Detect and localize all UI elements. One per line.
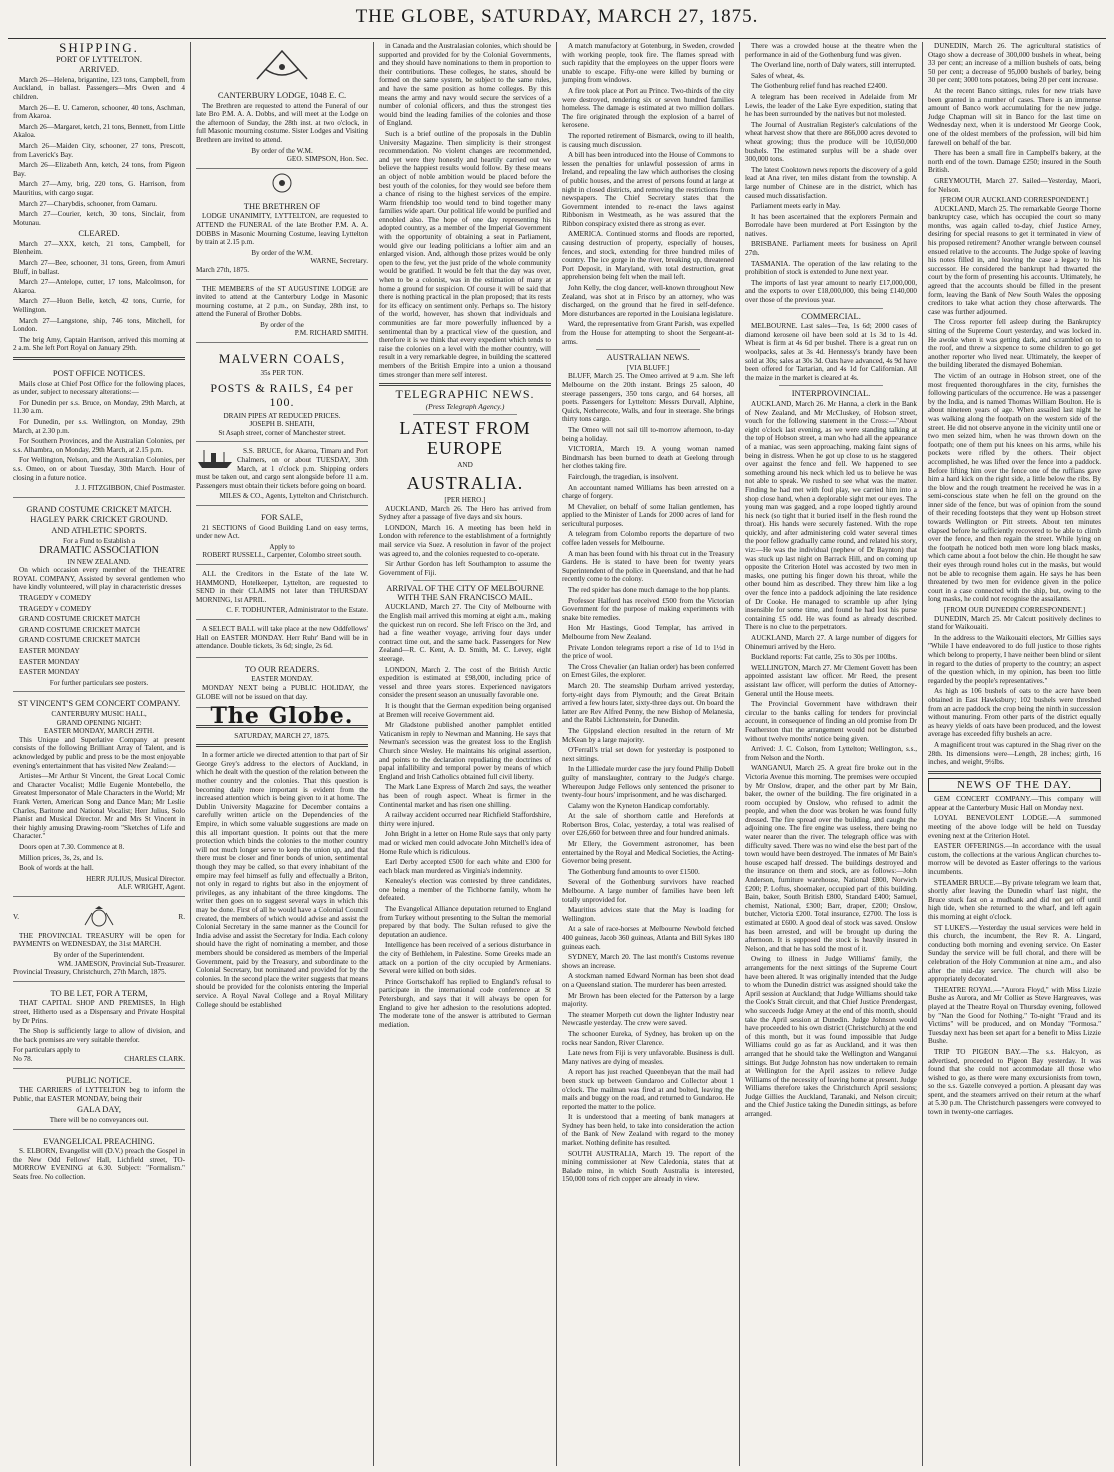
hammond-ad	[196, 567, 368, 620]
latest-from-europe: LATEST FROM EUROPE	[399, 418, 531, 459]
paragraph: SOUTH AUSTRALIA, March 19. The report of the mining commissioner at New Caledonia, states that at Balade mine, in which South Australia is interested, 150,000 tons of rich copper are already in view.	[562, 1149, 734, 1184]
post-title: POST OFFICE NOTICES.	[52, 368, 146, 378]
paragraph: BRISBANE. Parliament meets for business on April 27th.	[745, 240, 917, 258]
dramatic-heading: DRAMATIC ASSOCIATION	[39, 545, 159, 557]
paragraph: The Cross Chevalier (an Italian order) has been conferred on Ernest Giles, the explorer.	[562, 662, 734, 680]
paragraph: In a former article we directed attention to that part of Sir George Grey's address to the electors of Auckland, in which he dealt with the question of the relation between the mother country and the colonies. That this question is becoming daily more important is evident from the increased attention which is being given to it at home. The Dublin University Magazine for December contains a carefully written article on the Dependencies of the Empire, in which some valuable suggestions are made on this all important question. It points out that the mere protection which binds the colonies to the mother country will not much longer serve to keep the union up, and that there must be closer and finer bonds of union, sentimental though they may be called, so that every inhabitant of the empire may feel himself as fully and effectually a Briton, not only in regard to rights but also in the enjoyment of privileges, as any inhabitant of the three kingdoms. The writer then goes on to suggest several ways in which this may be done. First of all he would have a Colonial Council created, the members of which would advise and assist the Colonial Secretary in the same manner as the Council for India advise and assist the Secretary for India. Each colony should have the right of nominating a member, and those members should be considered as members of the Imperial Government, paid by the Treasury, and subordinate to the Colonial Secretary, but nominated and provided for by the colonies. In the second place the writer suggests that means should be provided for the colonists entering the Imperial service. A Royal Naval College and a Royal Military College should be established	[196, 751, 368, 1009]
paragraph: At the sale of shorthorn cattle and Herefords at Robertson Bros, Colac, yesterday, a total was realised of over £26,660 for between three and four hundred animals.	[562, 812, 734, 838]
paragraph: Ward, the representative from Grant Parish, was expelled from the House for attempting to shoot the Sergeant-at-arms.	[562, 320, 734, 346]
post-sign: J. J. FITZGIBBON, Chief Postmaster.	[75, 484, 185, 493]
paragraph: GREYMOUTH, March 27. Sailed—Yesterday, Maori, for Nelson.	[928, 176, 1101, 194]
paragraph: The reported retirement of Bismarck, owing to ill health, is causing much discussion.	[562, 131, 734, 149]
bruce-ad	[196, 444, 368, 506]
canterbury-lodge-ad	[196, 86, 368, 169]
paragraph: ST LUKE'S.—Yesterday the usual services were held in this church, the incumbent, the Rev R. A. Lingard, conducting both morning and evening service. On Easter Sunday the service will be full choral, and there will be celebration of the Holy Communion at nine a.m., and also after the mid-day service. The church will also be appropriately decorated.	[928, 923, 1101, 984]
paragraph: In the address to the Waikouaiti electors, Mr Gillies says "While I have endeavored to do full justice to those rights which belong to property, I have neither been blind or silent in regard to the duties of property to the country; an aspect of the question which, in my opinion, has been too little regarded by the people's representatives."	[928, 633, 1101, 685]
globe-nameplate: The Globe.	[210, 703, 354, 730]
paragraph: GRAND COSTUME CRICKET MATCH	[19, 636, 141, 645]
paragraph: For Wellington, Nelson, and the Australian Colonies, per s.s. Omeo, on or about Tuesday, 30th March. Hour of closing in a future notice.	[13, 456, 185, 482]
via-bluff: [VIA BLUFF.]	[626, 363, 670, 372]
paragraph: March 26—Maiden City, schooner, 27 tons, Prescott, from Laverick's Bay.	[13, 141, 185, 159]
paragraph: March 26—E. U. Cameron, schooner, 40 tons, Aschman, from Akaroa.	[13, 103, 185, 121]
paragraph: March 26—Elizabeth Ann, ketch, 24 tons, from Pigeon Bay.	[13, 161, 185, 178]
paragraph: This Unique and Superlative Company at present consists of the following Brilliant Array of Talent, and is acknowledged by public and press to be the most enjoyable evening's entertainment that has visited New Zealand:—	[13, 735, 185, 770]
paragraph: GRAND COSTUME CRICKET MATCH	[19, 625, 141, 634]
paragraph: EASTER MONDAY	[19, 647, 80, 656]
paragraph: There has been a small fire in Campbell's bakery, at the north end of the town. Damage £250; insured in the South British.	[928, 149, 1101, 175]
paragraph: At the recent Banco sittings, rules for new trials have been granted in a number of cases. There is an immense amount of Banco work accumulating for the new judge. Judge Chapman will sit in Banco for the last time on Wednesday next, when it is understood Mr George Cook, one of the oldest members of the profession, will bid him farewell on behalf of the bar.	[928, 86, 1101, 147]
paragraph: The Evangelical Alliance deputation returned to England from Turkey without presenting to the Sultan the memorial prepared by that body. The Sultan refused to give the deputation an audience.	[379, 905, 551, 939]
paragraph: March 27—XXX, ketch, 21 tons, Campbell, for Blenheim.	[13, 239, 185, 257]
let-apply: For particulars apply to	[13, 1046, 81, 1055]
paragraph: LOYAL BENEVOLENT LODGE.—A summoned meeting of the above lodge will be held on Tuesday evening next at the Criterion Hotel.	[928, 814, 1101, 840]
paragraph: A stockman named Edward Norman has been shot dead on a Queensland station. The murderer has been arrested.	[562, 972, 734, 989]
lodge-title: CANTERBURY LODGE, 1048 E. C.	[217, 90, 347, 100]
unan-order: By order of the W.M.	[251, 248, 313, 257]
aug-order: By order of the	[260, 320, 304, 329]
vincent-grand: GRAND OPENING NIGHT:	[56, 718, 142, 727]
australian-news-title: AUSTRALIAN NEWS.	[606, 352, 690, 363]
column-1	[8, 42, 191, 1466]
paragraph: Earl Derby accepted £500 for each white and £300 for each black man murdered as Virginia's indemnity.	[379, 858, 551, 875]
unan-sign: WARNE, Secretary.	[310, 257, 368, 266]
paragraph: Mauritius advices state that the May is loading for Wellington.	[562, 906, 734, 923]
drain-pipes: DRAIN PIPES AT REDUCED PRICES.	[223, 411, 341, 420]
paragraph: Owing to illness in Judge Williams' family, the arrangements for the next sittings of the Supreme Court have been altered. It was originally intended that the Judge to whom the Dunedin district was assigned should take the April session at Auckland; that Judge Williams should take the Cook's Strait circuit, and that Chief Justice Prendergast, who succeeds Judge Arney at the end of this month, should take the April session at Dunedin. Judge Johnson would have proceeded to his own district (Christchurch) at the end of this month, but it was found impossible that Judge Williams could go as far as Auckland, and it was then arranged that he should take the Wellington and Wanganui sittings. But Judge Johnston has now undertaken to remain at Wellington for the April assizes to relieve Judge Williams of the necessity of leaving home at present. Judge Williams therefore takes the Christchurch April sessions; Judge Gillies the Auckland, Taranaki, and Nelson circuit; and the Chief Justice taking the Dunedin sittings, as before arranged.	[745, 955, 917, 1119]
paragraph: At a sale of race-horses at Melbourne Newbold fetched 400 guineas, Jacob 360 guineas, Atlanta and Bill Sykes 180 guineas each.	[562, 925, 734, 951]
paragraph: Prince Gortschakoff has replied to England's refusal to participate in the international code conference at St Petersburgh, and says that it will always be open for England to give her adhesion to the resolutions adopted. The moderate tone of the answer is attributed to German mediation.	[379, 977, 551, 1029]
paragraph: AUCKLAND, March 26. Mr Hanna, a clerk in the Bank of New Zealand, and Mr McCluskey, of Hobson street, vouch for the following statement in the Cross:—"About eight o'clock last evening, as we were standing talking at the top of Hobson street, a man who had all the appearance of a maniac, was seen approaching, making faint signs of being in distress. When he got up close to us he staggered over against the fence and fell. We happened to see something around his neck which led us to believe he was not able to speak. We rushed to see what was the matter. Finding he had met with foul play, we carried him into a shop close hand, when a deplorable sight met our eyes. The young man was gagged, and a rope looped tightly around his neck (so tight that it buried itself in the flesh round the throat). His hands were securely fastened. With the rope quickly, and after administering cold water several times the poor fellow gradually came round, and related his story, viz:—He was the individual (nephew of Dr Baynton) that was stuck up last night on Barrack Hill, and on coming up opposite the Criterion Hotel was accosted by two men in masks, one putting his finger down his throat, while the other bound him as described. They threw him like a log over the fence into a paddock adjoining the late residence of Dr Cooke. He managed to scramble up after lying insensible for some time, and found he had lost his purse containing £5 odd. He was found as already described. There is no clue to the perpetrators.	[745, 399, 917, 632]
treasury-order: By order of the Superintendent.	[53, 951, 145, 960]
vincent-sign-2: ALF. WRIGHT, Agent.	[117, 883, 185, 892]
cricket-ad	[13, 500, 185, 693]
paragraph: EASTER OFFERINGS.—In accordance with the usual custom, the collections at the various Anglican churches to-morrow will be devoted as Easter offerings to the various incumbents.	[928, 842, 1101, 877]
unanimity-lodge-ad	[196, 197, 368, 280]
coals-price: 35s PER TON.	[260, 369, 304, 378]
paragraph: The red spider has done much damage to the hop plants.	[568, 586, 730, 595]
port-title: PORT OF LYTTELTON.	[55, 53, 143, 64]
paragraph: LONDON, March 16. A meeting has been held in London with reference to the establishment of a fortnightly mail service via Suez. A resolution in favor of the project was agreed to, and the colonies requested to co-operate.	[379, 523, 551, 558]
and-word: AND	[457, 461, 473, 470]
paragraph: A telegram from Colombo reports the departure of two coffee laden vessels for Melbourne.	[562, 530, 734, 548]
unan-head: THE BRETHREN OF	[243, 200, 321, 211]
bruce-sign: MILES & CO., Agents, Lyttelton and Christchurch.	[219, 492, 368, 501]
vincent-hall: CANTERBURY MUSIC HALL,	[51, 710, 147, 718]
auckland-correspondent: [FROM OUR AUCKLAND CORRESPONDENT.]	[940, 196, 1089, 205]
col5-items	[745, 42, 917, 305]
hammond-sign: C. F. TODHUNTER, Administrator to the Estate.	[226, 606, 368, 615]
paragraph: A match manufactory at Gotenburg, in Sweden, crowded with working people, took fire. The flames spread with such rapidity that the employees on the upper floors were unable to escape. Fifty-one were killed by burning or jumping from windows.	[562, 42, 734, 85]
paragraph: TRAGEDY v COMEDY	[19, 594, 92, 603]
paragraph: O'Ferrall's trial set down for yesterday is postponed to next sittings.	[562, 746, 734, 763]
news-of-the-day-items	[928, 795, 1101, 1116]
treasury-place: Provincial Treasury, Christchurch, 27th March, 1875.	[13, 968, 167, 977]
ball-body: A SELECT BALL will take place at the new Oddfellows' Hall on EASTER MONDAY. Herr Ruhr' Band will be in attendance. Double tickets, 3s 6d; single, 2s 6d.	[196, 624, 368, 651]
readers-sub: EASTER MONDAY.	[251, 675, 313, 684]
paragraph: TRAGEDY v COMEDY	[19, 604, 92, 613]
paragraph: An accountant named Williams has been arrested on a charge of forgery.	[562, 483, 734, 501]
paragraph: GEM CONCERT COMPANY.—This company will appear at the Canterbury Music Hall on Monday next.	[928, 795, 1101, 812]
paragraph: In the Lilliedale murder case the jury found Philip Dobell guilty of manslaughter, contrary to the Judge's charge. Whereupon Judge Fellows only sentenced the prisoner to twenty-four hours' imprisonment, and he was discharged.	[562, 765, 734, 800]
sale-apply: Apply to	[269, 542, 295, 551]
to-let-ad	[13, 984, 185, 1069]
paragraph: DUNEDIN, March 25. Mr Calcutt positively declines to stand for Waikouaiti.	[928, 614, 1101, 632]
aug-sign: P.M. RICHARD SMITH.	[294, 329, 368, 338]
paragraph: March 27—Amy, brig, 220 tons, G. Harrison, from Mauritius, with cargo sugar.	[13, 180, 185, 197]
treasury-sign: WM. JAMESON, Provincial Sub-Treasurer.	[57, 959, 185, 968]
paragraph: March 27—Huon Belle, ketch, 42 tons, Currie, for Wellington.	[13, 297, 185, 315]
readers-title: TO OUR READERS.	[244, 663, 320, 674]
readers-body: MONDAY NEXT being a PUBLIC HOLIDAY, the GLOBE will not be issued on that day.	[196, 683, 368, 701]
let-body-2: The Shop is sufficiently large to allow of division, and the back premises are very suitable therefor.	[13, 1027, 185, 1044]
paragraph: TASMANIA. The operation of the law relating to the prohibition of stock is extended to June next year.	[745, 259, 917, 277]
paragraph: The Cross reporter fell asleep during the Bankruptcy sitting of the Supreme Court yesterday, and was locked in. He awoke when it was getting dark, and scrambled on to the roof, and threw a sixpence to some children to go get another reporter who lived near. Ultimately, the keeper of the building liberated the dismayed Bohemian.	[928, 318, 1101, 370]
paragraph: THEATRE ROYAL.—"Aurora Floyd," with Miss Lizzie Bushe as Aurora, and Mr Collier as Steve Hargreaves, was played at the Theatre Royal on Thursday evening, followed by "Nan the Good for Nothing." To-night "Fraud and its Victims" will be produced, and on Monday "Formosa." Tuesday next has been set apart for a benefit to Miss Lizzie Bushe.	[928, 985, 1101, 1046]
leader-continued	[379, 42, 551, 379]
divider	[413, 580, 516, 581]
paragraph: Sales of wheat, 4s.	[751, 71, 805, 80]
sheath-addr: St Asaph street, corner of Manchester street.	[218, 428, 346, 437]
let-no: No 78.	[13, 1055, 33, 1063]
public-title: PUBLIC NOTICE.	[66, 1074, 132, 1085]
unan-date: March 27th, 1875.	[196, 265, 250, 274]
treasury-ad	[13, 899, 185, 982]
paragraph: The victim of an outrage in Hobson street, one of the most frequented thoroughfares in the city, furnishes the following particulars of the occurrence. He was a passenger by the India, and is named Thomas William Boulton. He is about nineteen years of age. When assailed last night he was walking along the footpath on the western side of the street. He did not observe anyone in the vicinity until one or two men seized him, when he was thrown down on the footpath; one of them put his knees on his arms, while his pockets were rifled by the others. Their object accomplished, he was lifted over the fence into a paddock. Before lifting him over the fence one of the ruffians gave him a hard kick on the right side, a little below the ribs. By the blow and the rough treatment he received he was in a semi-conscious state when he fell on the ground on the inner side of the fence, but was of opinion from the sound of their receding footsteps that they went up Hobson street towards Wellington or Pitt streets. About ten minutes elapsed before he sufficiently recovered to be able to climb over the fence, and then regain the street. While lying on the footpath he noticed both men wore long black masks, which came about a foot below the chin. He thought he saw their eyes through round holes cut in the masks, but would not be able to recognise them again. He says he has been threatened by two men for evidence given in the police court in a case connected with the ship, but, owing to the long masks, he could not recognise the assailants.	[928, 371, 1101, 604]
paragraph: As high as 106 bushels of oats to the acre have been obtained in East Hawksbury; 102 bushels were threshed from an acre paddock the crop being the ninth in succession without manuring. From other parts of the district equally as heavy yields of oats have been produced, and the lowest average has exceeded fifty bushels an acre.	[928, 687, 1101, 739]
cricket-heading-4: For a Fund to Establish a	[62, 536, 136, 545]
lodge-sign: GEO. SIMPSON, Hon. Sec.	[286, 155, 368, 164]
paragraph: AUCKLAND, March 26. The Hero has arrived from Sydney after a passage of five days and six hours.	[379, 504, 551, 522]
sale-body: 21 SECTIONS of Good Building Land on easy terms, under new Act.	[196, 523, 368, 541]
paragraph: Private London telegrams report a rise of 1d to 1½d in the price of wool.	[562, 643, 734, 661]
paragraph: For Dunedin, per s.s. Wellington, on Monday, 29th March, at 2.30 p.m.	[13, 417, 185, 435]
paragraph: GRAND COSTUME CRICKET MATCH	[19, 615, 141, 624]
paragraph: March 27—Langstone, ship, 746 tons, Mitchell, for London.	[13, 316, 185, 334]
paragraph: Calamy won the Kyneton Handicap comfortably.	[568, 801, 710, 810]
paragraph: M Chevalier, on behalf of some Italian gentlemen, has applied to the Minister of Lands for 2000 acres of land for sericultural purposes.	[562, 502, 734, 528]
paragraph: AMERICA. Continued storms and floods are reported, causing destruction of property, especially of houses, fences, and stock, extending for three hundred miles of country. The ice gorge in the river, breaking up, threatened Port Deposit, in Maryland, with total destruction, great apprehension being felt when the mail left.	[562, 230, 734, 282]
commercial-title: COMMERCIAL.	[801, 310, 861, 321]
vr-left: V.	[13, 912, 20, 921]
ball-ad	[196, 622, 368, 658]
divider	[779, 308, 882, 309]
paragraph: EASTER MONDAY	[19, 668, 80, 677]
paragraph: Parliament meets early in May.	[751, 202, 841, 211]
divider	[379, 383, 551, 386]
paragraph: WANGANUI, March 25. A great fire broke out in the Victoria Avenue this morning. The premises were occupied by Mr Onslow, draper, and the other part by Mr Bain, baker, the owner of the building. The fire originated in a room occupied by Onslow, who refused to admit the people, and when the door was broken he was found fully dressed. The fire spread over the building, and caught the adjoining one. The fire engine was useless, there being no water nearer than the river. The telegraph office was with difficulty saved. There was no wind else the best part of the town would have been destroyed. The inmates of Mr Bain's house escaped half dressed. The buildings destroyed and the insurance on them and stock, are as follows:—John Anderson, furniture warehouse, National £800, Norwich £200; P. Loftus, shoemaker, occupied part of this building. Bain, baker, South British £800, Standard £400; Samuel, chemist, National, £300; Barr, draper, £200; Onslow, butcher, Victoria £200. Total insurance, £2700. The loss is estimated at £600. A good deal of stock was saved. Onslow has been arrested, and will be brought up during the afternoon. It is supposed the stock is heavily insured in Nelson, and that he has sold the most of it.	[745, 764, 917, 953]
masthead-rule	[8, 38, 1106, 39]
public-end: There will be no conveyances out.	[49, 1115, 149, 1124]
paragraph: Hon Mr Hastings, Good Templar, has arrived in Melbourne from New Zealand.	[562, 624, 734, 641]
column-2	[191, 42, 374, 1466]
paragraph: A report has just reached Queenbeyan that the mail had been stuck up between Gundaroo and Collector about 1 o'clock. The mailman was fired at and bolted, leaving the mails and buggy on the road, and returned to Gundaroo. He reported the matter to the police.	[562, 1068, 734, 1111]
paragraph: For Southern Provinces, and the Australian Colonies, per s.s. Alhambra, on Monday, 29th March, at 2.15 p.m.	[13, 437, 185, 454]
brig-note: The brig Amy, Captain Harrison, arrived this morning at 2 a.m. She left Port Royal on January 29th.	[13, 335, 185, 353]
dunedin-correspondent: [FROM OUR DUNEDIN CORRESPONDENT.]	[943, 606, 1086, 614]
per-hero: [PER HERO.]	[444, 495, 486, 504]
paragraph: Arrived: J. C. Colson, from Lyttelton; Wellington, s.s., from Nelson and the North.	[745, 745, 917, 762]
paragraph: Sir Arthur Gordon has left Southampton to assume the Government of Fiji.	[379, 560, 551, 577]
coals-title: MALVERN COALS,	[218, 351, 346, 367]
paragraph: It has been ascertained that the explorers Permain and Borrodale have been murdered at Port Essington by the natives.	[745, 212, 917, 238]
evang-title: EVANGELICAL PREACHING.	[43, 1135, 155, 1146]
paragraph: Mr Ellery, the Government astronomer, has been entertained by the Royal and Medical Societies, the Acting-Governor being present.	[562, 840, 734, 866]
sheath-ad	[196, 345, 368, 442]
masonic-emblem-icon	[247, 45, 317, 83]
arrival-title: ARRIVAL OF THE CITY OF MELBOURNE WITH THE SAN FRANCISCO MAIL.	[386, 583, 544, 602]
interprovincial-title: INTERPROVINCIAL.	[791, 388, 871, 399]
paragraph: It is understood that a meeting of bank managers at Sydney has been held, to take into consideration the action of the Bank of New Zealand with regard to the money market. Nothing definite has resulted.	[562, 1113, 734, 1148]
paragraph: John Bright in a letter on Home Rule says that only party mad or wicked men could advocate John Mitchell's idea of Home Rule which is ridiculous.	[379, 830, 551, 856]
cricket-body: On which occasion every member of the THEATRE ROYAL COMPANY, Assisted by several gentlemen who have kindly volunteered, will play in characteristic dresses	[13, 566, 185, 592]
paragraph: TRIP TO PIGEON BAY.—The s.s. Halcyon, as advertised, proceeded to Pigeon Bay yesterday. It was found that she could not accommodate all those who wished to go, as there were many excursionists from town, so the s.s. Gazelle conveyed a portion. A pleasant day was spent, and the steamers arrived on their return at the wharf at 5.30 p.m. The Christchurch passengers were conveyed to town in twenty-one carriages.	[928, 1047, 1101, 1117]
paragraph: Late news from Fiji is very unfavorable. Business is dull. Many natives are dying of measles.	[562, 1049, 734, 1066]
royal-arms-icon	[81, 905, 117, 929]
clearances-list	[13, 240, 185, 334]
arrived-heading: ARRIVED.	[79, 64, 119, 75]
vincent-title: ST VINCENT'S GEM CONCERT COMPANY.	[17, 698, 181, 709]
paragraph: Doors open at 7.30. Commence at 8.	[19, 842, 125, 851]
vincent-body	[13, 736, 185, 873]
paragraph: Such is a brief outline of the proposals in the Dublin University Magazine. Then simplicity is their strongest recommendation. No violent changes are recommended, and yet were they honestly and heartily carried out we believe the happiest results would follow. By these means an object of noble ambition would be placed before the best youth of the colonies, for they would see before them a chance of rising to the highest services of the empire. Warm friendship too would tend to bind together many families wide apart. Our political life would be purified and ennobled also. The hope of one day representing his adopted country, as a member of the Imperial Government with the opportunity of obtaining a seat in Parliament, would give our leading politicians a loftier aim and an enlarged vision. And, although those prizes would be only open to the few, yet the just pride of the whole community would be gratified. It would be felt that the day was over, when to be a colonist, was in the estimation of many at home a ground for suspicion. Of course it will be said that there is nothing practical in the plan proposed; that its rests for its efficacy on sentiment only. Perhaps so. The history of the world, however, has shown that individuals and communities are far more powerfully influenced by a sentimental than by a practical view of the question, and therefore it is we think that every expedient which tends to raise the colonies on a level with the mother country, will result in a very remarkable degree, in building the scattered members of the British Empire into a union a thousand times stronger than mere self interest.	[379, 129, 551, 379]
paragraph: Fairclough, the tragedian, is insolvent.	[568, 472, 679, 481]
columns	[8, 42, 1106, 1466]
for-sale-ad	[196, 508, 368, 565]
column-3	[374, 42, 557, 1466]
gala-day: GALA DAY,	[77, 1104, 121, 1115]
paragraph: EASTER MONDAY	[19, 657, 80, 666]
paragraph: Intelligence has been received of a serious disturbance in the city of Bethlehem, in Palestine. Some Greeks made an attack on a portion of the city occupied by Armenians. Several were killed on both sides.	[379, 941, 551, 976]
let-body: THAT CAPITAL SHOP AND PREMISES, In High street, Hitherto used as a Dispensary and Private Hospital by Dr Prins.	[13, 999, 185, 1025]
leader-article	[196, 751, 368, 1009]
paragraph: Kenealey's election was contested by three candidates, one being a member of the Tichborne family, whom he defeated.	[379, 877, 551, 903]
vr-right: R.	[178, 912, 185, 921]
steamship-icon	[196, 447, 234, 469]
paragraph: The Provincial Government have withdrawn their circular to the banks calling for tenders for provincial account, in consequence of finding an old promise from Dr Featherston that the arrangement would not be disturbed without twelve months' notice being given.	[745, 700, 917, 743]
public-notice-ad	[13, 1071, 185, 1130]
paragraph: March 27—Courier, ketch, 30 tons, Sinclair, from Motunau.	[13, 210, 185, 227]
evangelical-ad	[13, 1132, 185, 1188]
evang-body: S. ELBORN, Evangelist will (D.V.) preach the Gospel in the New Odd Fellows' Hall, Lichfield street, TO-MORROW EVENING at 6.30. Subject: "Formalism." Seats free. No collection.	[13, 1147, 185, 1181]
masthead: THE GLOBE, SATURDAY, MARCH 27, 1875.	[355, 6, 759, 27]
posts-rails: POSTS & RAILS, £4 per 100.	[210, 380, 354, 409]
divider	[779, 385, 882, 386]
paragraph: Book of words at the hall.	[19, 864, 94, 873]
paragraph: Buckland reports: Fat cattle, 25s to 30s per 100lbs.	[751, 653, 898, 662]
paragraph: Million prices, 3s, 2s, and 1s.	[19, 853, 104, 862]
paragraph: Mails close at Chief Post Office for the following places, as under, subject to necessary alterations:—	[13, 379, 185, 397]
paragraph: It is thought that the German expedition being organised at Bremen will receive Government aid.	[379, 702, 551, 719]
let-sign: CHARLES CLARK.	[124, 1055, 185, 1063]
paragraph: BLUFF, March 25. The Omeo arrived at 9 a.m. She left Melbourne on the 20th instant. Brings 25 saloon, 40 steerage passengers, 350 tons cargo, and 64 horses, all poets. Passengers for Lyttelton: Messrs Durvall, Alphine, Quick, Netherecote, Walls, and four in steerage. She brings thirty tons cargo.	[562, 372, 734, 424]
paragraph: The Omeo will not sail till to-morrow afternoon, to-day being a holiday.	[562, 425, 734, 443]
interprovincial-items	[745, 400, 917, 1119]
paragraph: Mr Brown has been elected for the Patterson by a large majority.	[562, 991, 734, 1009]
telegraphic-title: TELEGRAPHIC NEWS.	[395, 387, 535, 402]
paragraph: STEAMER BRUCE.—By private telegram we learn that, shortly after leaving the Dunedin wharf last night, the Bruce stuck fast on a mudbank and did not get off until high tide, when she returned to the wharf, and left again this morning at eight o'clock.	[928, 878, 1101, 921]
paragraph: The Mark Lane Express of March 2nd says, the weather has been of rough aspect. Wheat is firmer in the Continental market and has risen one shilling.	[379, 783, 551, 809]
paragraph: AUCKLAND, March 25. The remarkable George Thorne bankruptcy case, which has occupied the court so many months, was again called to-day, chief Justice Arney, desiring for special reasons to get it terminated in view of his proposed retirement? Another wrangle between counsel ensued relative to the accounts. The Judge spoke of leaving his notes filled in, and leaving the case a legacy to his successor. He considered the bankrupt had thwarted the court by the form of presenting his accounts. Ultimately, he agreed that the accounts should be filled in the present form, leaving the Bank of New South Wales the opposing creditors to take what action they chose afterwards. The case was further adjourned.	[928, 204, 1101, 316]
paragraph: AUCKLAND, March 27. The City of Melbourne with the English mail arrived this morning at eight a.m., making the quickest run on record. She left Frisco on the 3rd, and had a fine weather voyage, arriving four days under contract time out, and the same back. Passengers for New Zealand—R. C. Kent, A. D. Smith, M. C. Levey, eight steerage.	[379, 603, 551, 664]
auckland-items	[928, 205, 1101, 604]
cleared-heading: CLEARED.	[78, 228, 120, 239]
st-augustine-ad	[196, 282, 368, 344]
paragraph: March 27—Charybdis, schooner, from Oamaru.	[19, 199, 158, 208]
arrivals-list	[13, 76, 185, 228]
unan-body: LODGE UNANIMITY, LYTTELTON, are requested to ATTEND the FUNERAL of the late Brother P.M. A. A. DOBBS in Masonic Mourning Costume, leaving Lyttelton by train at 2.15 p.m.	[196, 212, 368, 247]
sale-title: FOR SALE,	[260, 512, 304, 522]
aug-body: THE MEMBERS of the ST AUGUSTINE LODGE are invited to attend at the Canterbury Lodge in Masonic mourning costume, at 2 p.m., on Sunday, 28th inst, to attend the Funeral of Brother Dobbs.	[196, 284, 368, 319]
vincent-date: EASTER MONDAY, MARCH 29TH.	[43, 727, 155, 736]
let-title: TO BE LET, FOR A TERM,	[50, 987, 148, 998]
paragraph: The latest Cooktown news reports the discovery of a gold lead at Ana river, ten miles distant from the township. A large number of Chinese are in the district, which has caused much dissatisfaction.	[745, 165, 917, 200]
column-4	[557, 42, 740, 1466]
treasury-body: THE PROVINCIAL TREASURY will be open for PAYMENTS on WEDNESDAY, the 31st MARCH.	[13, 931, 185, 949]
paragraph: March 20. The steamship Durham arrived yesterday, forty-eight days from Plymouth; and the Great Britain arrived a few hours later, sixty-three days out. On board the latter are Rev Alfred Penny, the new Bishop of Melanesia, and the Rabbi Lichtenstein, for Dunedin.	[562, 681, 734, 725]
in-nz: IN NEW ZEALAND.	[67, 557, 131, 566]
posters-note: For further particulars see posters.	[49, 678, 149, 687]
column-6	[923, 42, 1106, 1466]
paragraph: A telegram has been received in Adelaide from Mr Lewis, the leader of the Lake Eyre expedition, stating that he has been surrounded by the natives but not molested.	[745, 92, 917, 119]
sheath-name: JOSEPH B. SHEATH,	[249, 420, 315, 429]
divider	[196, 744, 368, 747]
public-body: THE CARRIERS of LYTTELTON beg to inform the Public, that EASTER MONDAY, being their	[13, 1086, 185, 1103]
paragraph: A man has been found with his throat cut in the Treasury Gardens. He is stated to have been for twenty years Superintendent of the police in Queensland, and that he had recently come to the colony.	[562, 549, 734, 584]
post-office-ad	[13, 364, 185, 498]
divider	[596, 349, 699, 350]
paragraph: The imports of last year amount to nearly £17,000,000, and the exports to over £18,000,000, this being £140,000 over those of the previous year.	[745, 278, 917, 305]
lodge-body: The Brethren are requested to attend the Funeral of our late Bro P.M. A. A. Dobbs, and will meet at the Lodge on the afternoon of Sunday, the 28th inst. at two o'clock, in full Masonic mourning costume. Sister Lodges and Visiting Brethren are invited to attend.	[196, 101, 368, 144]
paragraph: March 27—Bee, schooner, 31 tons, Green, from Amuri Bluff, in ballast.	[13, 259, 185, 276]
paragraph: March 26—Helena, brigantine, 123 tons, Campbell, from Auckland, in ballast. Passengers—Mrs Owen and 4 children.	[13, 75, 185, 101]
lodge-order: By order of the W.M.	[251, 146, 313, 155]
cricket-heading-1: GRAND COSTUME CRICKET MATCH.	[26, 503, 172, 514]
commercial-body: MELBOURNE. Last sales—Tea, 1s 6d; 2000 cases of diamond kerosene oil have been sold at 1s 3d to 1s 4d. Wheat is firm at 4s 6d per bushel. There is a great run on woolpacks, sales at 3s 4d. Hennessy's brandy have been sold at 30s; sales at 30s 3d. Oats have advanced, 4s 9d have been offered for Tartarian, and 4s 1d for Californian. All the maize in the market is cleared at 4s.	[745, 322, 917, 382]
paragraph: The Gothenburg fund amounts to over £1500.	[568, 867, 700, 876]
paragraph: A railway accident occurred near Richfield Staffordshire, thirty were injured.	[379, 811, 551, 828]
arrival-items	[379, 603, 551, 1029]
paragraph: SYDNEY, March 20. The last month's Customs revenue shows an increase.	[562, 953, 734, 970]
australia-heading: AUSTRALIA.	[406, 472, 524, 493]
dunedin-items	[928, 615, 1101, 767]
paragraph: Professor Halford has received £500 from the Victorian Government for the purpose of making experiments with snake bite remedies.	[562, 596, 734, 622]
paragraph: The schooner Eureka, of Sydney, has broken up on the rocks near Sandon, River Clarence.	[562, 1029, 734, 1047]
paragraph: WELLINGTON, March 27. Mr Clement Govett has been appointed assistant law officer. Mr Reed, the present assistant law officer, will perform the duties of Attorney-General until the House meets.	[745, 663, 917, 698]
paragraph: The Overland line, north of Daly waters, still interrupted.	[751, 61, 916, 70]
paragraph: March 26—Margaret, ketch, 21 tons, Bennett, from Little Akaloa.	[13, 122, 185, 140]
paragraph: Several of the Gothenburg survivors have reached Melbourne. A large number of families have been left totally unprovided for.	[562, 878, 734, 904]
paragraph: in Canada and the Australasian colonies, which should be supported and provided for by the Colonial Governments, and they should have nominations to them in proportion to their contributions. These colleges, he states, should be formed on the same system, be subject to the same rules, and have the same position as home colleges. By this means the army and navy would secure the services of a number of colonial officers, and thus the strongest ties would bind the leading families of the colonies and those of England.	[379, 42, 551, 128]
paragraph: The Gothenburg relief fund has reached £2400.	[751, 82, 888, 91]
paragraph: For Dunedin per s.s. Bruce, on Monday, 29th March, at 11.30 a.m.	[13, 398, 185, 416]
cricket-heading-3: AND ATHLETIC SPORTS.	[51, 524, 147, 535]
paragraph: There was a crowded house at the theatre when the performance in aid of the Gothenburg fund was given.	[745, 42, 917, 59]
post-body	[13, 380, 185, 483]
paragraph: Mr Gladstone published another pamphlet entitled Vaticanism in reply to Newman and Manning. He says that Newman's secession was the greatest loss to the English Church since Wesley. He maintains his original assertion, and points to the declaration repudiating the doctrines of papal infallibility and temporal power by means of which England and Irish Catholics obtained full civil liberty.	[379, 721, 551, 781]
paragraph: AUCKLAND, March 27. A large number of diggers for Ohinemuri arrived by the Hero.	[745, 634, 917, 651]
tele-items	[379, 505, 551, 578]
column-5	[740, 42, 923, 1466]
paragraph: March 27—Antelope, cutter, 17 tons, Malcolmson, for Akaroa.	[13, 278, 185, 295]
paragraph: John Kelly, the clog dancer, well-known throughout New Zealand, was shot at in Frisco by an attorney, who was discharged, on the ground that he fired in self-defence. More disturbances are reported in the Louisiana legislature.	[562, 284, 734, 318]
paragraph: The steamer Morpeth cut down the lighter Industry near Newcastle yesterday. The crew were saved.	[562, 1010, 734, 1028]
divider	[13, 357, 185, 360]
paragraph: A magnificent trout was captured in the Shag river on the 28th. Its dimensions were—Length, 28 inches; girth, 16 inches, and weight, 9½lbs.	[928, 740, 1101, 767]
bruce-body: S.S. BRUCE, for Akaroa, Timaru and Port Chalmers, on or about TUESDAY, 30th March, at 1 o'clock p.m. Shipping orders must be taken out, and cargo sent alongside before 11 a.m. Passengers must obtain their tickets before going on board.	[196, 447, 368, 490]
paragraph: A fire took place at Port au Prince. Two-thirds of the city were destroyed, rendering six or seven hundred families homeless. The damage is estimated at two million dollars. The fire originated through the explosion of a barrel of kerosene.	[562, 86, 734, 130]
cricket-heading-2: HAGLEY PARK CRICKET GROUND.	[30, 514, 168, 525]
sale-sign: ROBERT RUSSELL, Carpenter, Colombo street south.	[202, 551, 362, 560]
paragraph: DUNEDIN, March 26. The agricultural statistics of Otago show a decrease of 300,000 bushels in wheat, being 33 per cent; an increase of a million bushels of oats, being 50 per cent; a decrease of 95,000 bushels of barley, being 30 per cent; 3000 tons potatoes, being 20 per cent increase.	[928, 42, 1101, 85]
globe-date: SATURDAY, MARCH 27, 1875.	[234, 731, 330, 740]
paragraph: LONDON, March 2. The cost of the British Arctic expedition is estimated at £98,000, including price of vessel and three years stores. Experienced navigators consider the present season an unusually favorable one.	[379, 665, 551, 700]
paragraph: VICTORIA, March 19. A young woman named Bindmarsh has been burned to death at Geelong through her clothes taking fire.	[562, 445, 734, 471]
readers-ad	[196, 660, 368, 708]
paragraph: A bill has been introduced into the House of Commons to lessen the penalties for unlawful possession of arms in Ireland, and repealing the law which authorises the closing of public houses, and the arrest of persons found at large at night in closed districts, and removing the restrictions from newspapers. The Chief Secretary states that the Government intended to re-enact the laws against Ribbonism in Westmeath, as he was assured that the Ribbon conspiracy existed there as strong as ever.	[562, 151, 734, 228]
paragraph: The Journal of Australian Register's calculations of the wheat harvest show that there are 866,000 acres devoted to wheat growing; thus the produce will be 10,050,000 bushels. The estimated surplus will be a shade over 300,000 tons.	[745, 120, 917, 164]
playlines	[13, 594, 185, 677]
news-of-the-day-title: NEWS OF THE DAY.	[928, 778, 1101, 793]
lodge-eye-icon	[267, 172, 297, 194]
shipping-title: SHIPPING.	[59, 42, 139, 55]
hammond-body: ALL the Creditors in the Estate of the late W. HAMMOND, Hotelkeeper, Lyttelton, are requested to SEND in their CLAIMS not later than THURSDAY MORNING, 1st APRIL.	[196, 569, 368, 604]
vincent-sign-1: HERR JULIUS, Musical Director.	[86, 874, 185, 883]
paragraph: The Gippsland election resulted in the return of Mr McKean by a large majority.	[562, 726, 734, 744]
col4-items	[562, 42, 734, 346]
divider	[928, 771, 1101, 774]
col6-items	[928, 42, 1101, 194]
paragraph: Artistes—Mr Arthur St Vincent, the Great Local Comic and Character Vocalist; Mdlle Eugenie Montebello, the Greatest Impersonator of Male Characters in the World; Mr Frank Verten, American Song and Dance Man; Mr Leslie Charles, Baritone and National Vocalist; Herr Julius, Solo Pianist and Musical Director. Mr and Mrs St Vincent in their highly amusing Drawing-room "Sketches of Life and Character."	[13, 772, 185, 841]
telegraphic-sub: (Press Telegraph Agency.)	[425, 401, 505, 411]
divider	[413, 414, 516, 415]
vincent-ad	[13, 694, 185, 896]
australian-news-items	[562, 372, 734, 1184]
